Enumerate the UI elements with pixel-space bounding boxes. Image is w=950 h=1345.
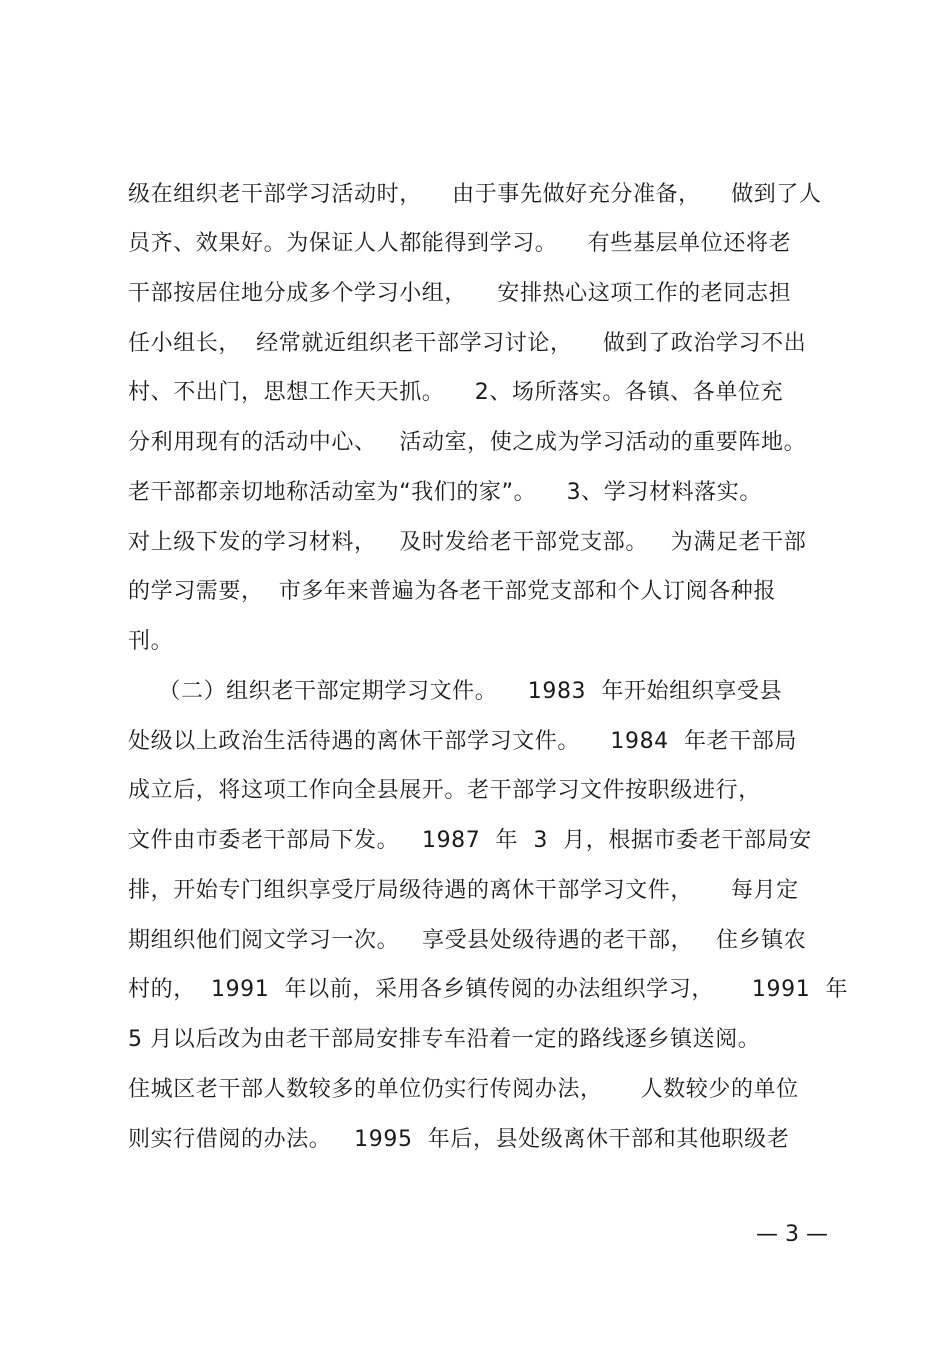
section-heading-line: （二）组织老干部定期学习文件。 1983 年开始组织享受县	[128, 679, 783, 704]
body-text-line: 排，开始专门组织享受厅局级待遇的离休干部学习文件， 每月定	[128, 878, 799, 903]
body-text-line: 级在组织老干部学习活动时， 由于事先做好充分准备， 做到了人	[128, 182, 822, 207]
page-number: — 3 —	[756, 1222, 828, 1247]
body-text-line: 村的， 1991 年以前，采用各乡镇传阅的办法组织学习， 1991 年	[128, 977, 849, 1002]
body-text-line: 期组织他们阅文学习一次。 享受县处级待遇的老干部， 住乡镇农	[128, 928, 807, 953]
body-text-line: 的学习需要， 市多年来普遍为各老干部党支部和个人订阅各种报	[128, 579, 776, 604]
body-text-line: 刊。	[128, 629, 174, 654]
body-text-line: 干部按居住地分成多个学习小组， 安排热心这项工作的老同志担	[128, 281, 792, 306]
body-text-line: 成立后，将这项工作向全县展开。老干部学习文件按职级进行，	[128, 778, 761, 803]
body-text-line: 住城区老干部人数较多的单位仍实行传阅办法， 人数较少的单位	[128, 1077, 799, 1102]
body-text-line: 分利用现有的活动中心、 活动室，使之成为学习活动的重要阵地。	[128, 430, 807, 455]
body-text-line: 则实行借阅的办法。 1995 年后，县处级离休干部和其他职级老	[128, 1127, 790, 1152]
body-text-line: 文件由市委老干部局下发。 1987 年 3 月，根据市委老干部局安	[128, 828, 812, 853]
body-text-line: 村、不出门，思想工作天天抓。 2、场所落实。各镇、各单位充	[128, 380, 784, 405]
body-text-line: 对上级下发的学习材料， 及时发给老干部党支部。 为满足老干部	[128, 530, 807, 555]
body-text-line: 任小组长， 经常就近组织老干部学习讨论， 做到了政治学习不出	[128, 331, 807, 356]
body-text-line: 处级以上政治生活待遇的离休干部学习文件。 1984 年老干部局	[128, 729, 797, 754]
body-text-line: 老干部都亲切地称活动室为“我们的家”。 3、学习材料落实。	[128, 480, 762, 505]
body-text-line: 5 月以后改为由老干部局安排专车沿着一定的路线逐乡镇送阅。	[128, 1027, 761, 1052]
body-text-line: 员齐、效果好。为保证人人都能得到学习。 有些基层单位还将老	[128, 231, 792, 256]
